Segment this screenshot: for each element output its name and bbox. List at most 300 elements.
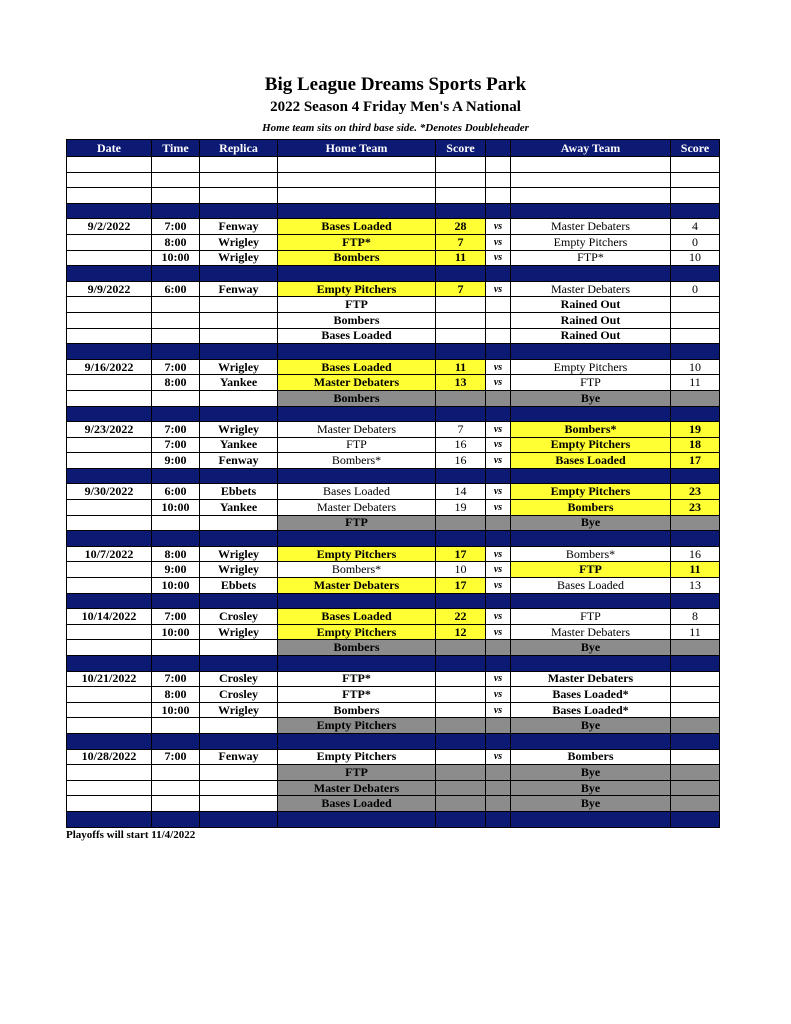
home-team-cell: FTP [278,297,436,313]
time-cell [152,515,200,531]
vs-cell: vs [486,484,511,500]
away-score-cell [671,780,720,796]
date-cell: 9/23/2022 [67,422,152,438]
vs-cell [486,328,511,344]
game-row [67,234,720,250]
bye-row [67,390,720,406]
away-score-cell: 4 [671,219,720,235]
home-team-cell: Bombers [278,312,436,328]
vs-cell: vs [486,437,511,453]
empty-cell [671,172,720,188]
game-row [67,359,720,375]
separator-cell [511,203,671,219]
separator-row [67,406,720,422]
time-cell: 7:00 [152,671,200,687]
bye-row [67,640,720,656]
vs-cell [486,796,511,812]
time-cell: 8:00 [152,375,200,391]
time-cell: 10:00 [152,578,200,594]
vs-cell: vs [486,702,511,718]
time-cell: 10:00 [152,500,200,516]
away-team-cell: Bases Loaded [511,453,671,469]
game-row [67,281,720,297]
home-team-cell: Bombers [278,640,436,656]
separator-cell [486,733,511,749]
vs-cell [486,640,511,656]
home-score-cell [436,765,486,781]
date-cell [67,375,152,391]
home-team-cell: FTP [278,437,436,453]
home-team-cell: Bases Loaded [278,609,436,625]
doubleheader-note: Home team sits on third base side. *Denotes Doubleheader [262,122,529,134]
vs-cell: vs [486,749,511,765]
game-row [67,749,720,765]
date-cell [67,578,152,594]
vs-cell: vs [486,375,511,391]
blank-row [67,172,720,188]
separator-cell [671,656,720,672]
date-cell: 9/30/2022 [67,484,152,500]
separator-cell [278,811,436,827]
empty-cell [200,172,278,188]
separator-cell [278,733,436,749]
separator-cell [511,406,671,422]
separator-cell [152,344,200,360]
home-score-cell [436,749,486,765]
home-team-cell: FTP* [278,234,436,250]
time-cell [152,796,200,812]
replica-cell: Wrigley [200,546,278,562]
away-team-cell: Bases Loaded* [511,687,671,703]
away-score-cell [671,390,720,406]
separator-cell [486,811,511,827]
separator-cell [486,266,511,282]
home-team-cell: Bombers [278,390,436,406]
separator-cell [200,656,278,672]
home-score-cell: 16 [436,437,486,453]
bye-row [67,515,720,531]
away-score-cell: 0 [671,234,720,250]
away-team-cell: FTP [511,609,671,625]
away-team-cell: Bye [511,640,671,656]
away-score-cell: 11 [671,562,720,578]
game-row [67,375,720,391]
game-row [67,671,720,687]
replica-cell [200,640,278,656]
vs-cell: vs [486,546,511,562]
away-score-cell: 11 [671,375,720,391]
away-score-cell [671,640,720,656]
separator-cell [511,344,671,360]
separator-cell [67,531,152,547]
separator-cell [511,468,671,484]
date-cell: 9/9/2022 [67,281,152,297]
home-team-cell: Empty Pitchers [278,546,436,562]
separator-cell [436,593,486,609]
away-score-cell [671,515,720,531]
game-row [67,500,720,516]
empty-cell [278,172,436,188]
separator-cell [278,656,436,672]
separator-cell [671,811,720,827]
separator-row [67,733,720,749]
home-score-cell [436,328,486,344]
time-cell: 7:00 [152,219,200,235]
page-subtitle: 2022 Season 4 Friday Men's A National [270,99,521,115]
empty-cell [278,157,436,173]
date-cell [67,437,152,453]
away-score-cell [671,328,720,344]
empty-cell [436,157,486,173]
date-cell [67,328,152,344]
replica-cell [200,515,278,531]
header-date: Date [67,140,152,157]
away-team-cell: Empty Pitchers [511,437,671,453]
time-cell [152,328,200,344]
separator-cell [152,733,200,749]
home-team-cell: FTP [278,515,436,531]
game-row [67,609,720,625]
empty-cell [486,172,511,188]
home-score-cell: 10 [436,562,486,578]
date-cell [67,312,152,328]
separator-cell [511,733,671,749]
date-cell [67,453,152,469]
separator-cell [436,344,486,360]
date-cell: 9/2/2022 [67,219,152,235]
home-team-cell: Bombers* [278,562,436,578]
replica-cell [200,390,278,406]
empty-cell [436,172,486,188]
away-score-cell: 19 [671,422,720,438]
vs-cell: vs [486,250,511,266]
empty-cell [511,157,671,173]
away-score-cell [671,312,720,328]
away-team-cell: Bombers* [511,546,671,562]
replica-cell: Wrigley [200,234,278,250]
time-cell: 7:00 [152,609,200,625]
replica-cell [200,765,278,781]
time-cell: 7:00 [152,749,200,765]
replica-cell: Fenway [200,281,278,297]
separator-cell [436,468,486,484]
home-team-cell: Bases Loaded [278,796,436,812]
vs-cell: vs [486,359,511,375]
date-cell: 10/14/2022 [67,609,152,625]
date-cell [67,250,152,266]
game-row [67,484,720,500]
game-row [67,453,720,469]
away-team-cell: Empty Pitchers [511,484,671,500]
separator-cell [671,344,720,360]
home-team-cell: Bases Loaded [278,484,436,500]
separator-cell [436,733,486,749]
away-score-cell: 23 [671,500,720,516]
time-cell [152,718,200,734]
away-score-cell: 13 [671,578,720,594]
away-score-cell: 11 [671,624,720,640]
game-row [67,219,720,235]
game-row [67,578,720,594]
date-cell [67,780,152,796]
game-row [67,702,720,718]
home-team-cell: Empty Pitchers [278,718,436,734]
time-cell: 7:00 [152,359,200,375]
separator-row [67,468,720,484]
separator-cell [278,468,436,484]
vs-cell: vs [486,578,511,594]
replica-cell [200,297,278,313]
separator-cell [671,406,720,422]
time-cell: 7:00 [152,422,200,438]
time-cell: 9:00 [152,562,200,578]
time-cell [152,297,200,313]
home-team-cell: Master Debaters [278,578,436,594]
home-score-cell: 17 [436,578,486,594]
separator-cell [671,733,720,749]
schedule-body [67,157,720,828]
separator-row [67,344,720,360]
replica-cell: Yankee [200,500,278,516]
away-team-cell: Bye [511,780,671,796]
home-score-cell: 28 [436,219,486,235]
replica-cell: Wrigley [200,624,278,640]
away-score-cell: 10 [671,359,720,375]
away-team-cell: Bye [511,515,671,531]
away-score-cell: 10 [671,250,720,266]
away-score-cell [671,796,720,812]
date-cell [67,687,152,703]
empty-cell [152,157,200,173]
time-cell [152,780,200,796]
separator-cell [152,593,200,609]
away-team-cell: Bombers [511,749,671,765]
replica-cell [200,796,278,812]
date-cell [67,718,152,734]
separator-cell [436,656,486,672]
date-cell [67,624,152,640]
header-row [67,140,720,157]
separator-cell [67,733,152,749]
replica-cell: Yankee [200,437,278,453]
replica-cell: Fenway [200,453,278,469]
away-team-cell: Bye [511,390,671,406]
bye-row [67,780,720,796]
away-team-cell: Empty Pitchers [511,359,671,375]
header-home-team: Home Team [278,140,436,157]
separator-cell [278,531,436,547]
away-team-cell: FTP [511,562,671,578]
separator-cell [511,656,671,672]
time-cell: 6:00 [152,281,200,297]
home-score-cell: 16 [436,453,486,469]
schedule-table [66,139,720,828]
empty-cell [67,157,152,173]
time-cell: 6:00 [152,484,200,500]
away-team-cell: FTP* [511,250,671,266]
time-cell [152,640,200,656]
separator-row [67,203,720,219]
date-cell [67,562,152,578]
empty-cell [511,188,671,204]
separator-cell [200,811,278,827]
away-score-cell [671,718,720,734]
home-team-cell: Master Debaters [278,780,436,796]
separator-cell [278,203,436,219]
separator-row [67,531,720,547]
replica-cell: Ebbets [200,578,278,594]
header-home-score: Score [436,140,486,157]
separator-cell [200,266,278,282]
away-team-cell: Empty Pitchers [511,234,671,250]
away-score-cell [671,671,720,687]
empty-cell [486,157,511,173]
header-replica: Replica [200,140,278,157]
separator-cell [486,656,511,672]
vs-cell: vs [486,687,511,703]
vs-cell: vs [486,234,511,250]
replica-cell: Crosley [200,671,278,687]
home-score-cell [436,702,486,718]
away-score-cell: 17 [671,453,720,469]
date-cell [67,390,152,406]
home-team-cell: Bombers [278,250,436,266]
bye-row [67,765,720,781]
separator-cell [671,531,720,547]
vs-cell: vs [486,562,511,578]
game-row [67,422,720,438]
away-team-cell: Bases Loaded [511,578,671,594]
empty-cell [486,188,511,204]
home-score-cell [436,718,486,734]
home-score-cell [436,780,486,796]
vs-cell: vs [486,422,511,438]
separator-cell [200,593,278,609]
empty-cell [200,188,278,204]
separator-row [67,593,720,609]
replica-cell: Yankee [200,375,278,391]
home-team-cell: Empty Pitchers [278,624,436,640]
bye-row [67,718,720,734]
separator-cell [200,531,278,547]
home-score-cell: 13 [436,375,486,391]
game-row [67,250,720,266]
separator-cell [671,266,720,282]
vs-cell: vs [486,500,511,516]
away-team-cell: Rained Out [511,312,671,328]
separator-cell [511,811,671,827]
separator-cell [436,811,486,827]
away-score-cell [671,749,720,765]
empty-cell [436,188,486,204]
header-vs [486,140,511,157]
home-team-cell: FTP [278,765,436,781]
home-score-cell [436,640,486,656]
away-score-cell: 18 [671,437,720,453]
time-cell: 9:00 [152,453,200,469]
separator-cell [436,406,486,422]
page-title: Big League Dreams Sports Park [264,74,527,95]
date-cell [67,702,152,718]
home-score-cell: 7 [436,422,486,438]
empty-cell [67,188,152,204]
empty-cell [511,172,671,188]
separator-cell [152,531,200,547]
separator-cell [200,344,278,360]
separator-cell [671,203,720,219]
away-team-cell: Bye [511,796,671,812]
separator-cell [152,203,200,219]
date-cell [67,640,152,656]
separator-cell [152,656,200,672]
game-row [67,562,720,578]
away-score-cell [671,687,720,703]
vs-cell: vs [486,281,511,297]
home-team-cell: Bases Loaded [278,219,436,235]
empty-cell [200,157,278,173]
game-row [67,546,720,562]
replica-cell: Ebbets [200,484,278,500]
replica-cell [200,718,278,734]
empty-cell [278,188,436,204]
home-team-cell: Bases Loaded [278,328,436,344]
home-score-cell [436,671,486,687]
replica-cell: Crosley [200,687,278,703]
time-cell: 10:00 [152,250,200,266]
vs-cell [486,718,511,734]
home-team-cell: Bases Loaded [278,359,436,375]
away-team-cell: FTP [511,375,671,391]
header-away-score: Score [671,140,720,157]
separator-cell [486,203,511,219]
replica-cell [200,780,278,796]
separator-cell [200,733,278,749]
empty-cell [671,188,720,204]
empty-cell [152,188,200,204]
separator-cell [511,593,671,609]
replica-cell: Wrigley [200,250,278,266]
home-score-cell: 7 [436,281,486,297]
date-cell: 10/7/2022 [67,546,152,562]
separator-cell [67,406,152,422]
away-team-cell: Bombers [511,500,671,516]
separator-cell [671,468,720,484]
separator-cell [67,656,152,672]
separator-cell [436,203,486,219]
empty-cell [67,172,152,188]
vs-cell [486,515,511,531]
home-team-cell: FTP* [278,671,436,687]
date-cell [67,297,152,313]
away-score-cell [671,297,720,313]
separator-cell [152,406,200,422]
time-cell [152,765,200,781]
separator-cell [67,344,152,360]
blank-row [67,188,720,204]
separator-cell [152,811,200,827]
time-cell: 8:00 [152,234,200,250]
date-cell: 9/16/2022 [67,359,152,375]
replica-cell: Wrigley [200,702,278,718]
separator-cell [511,531,671,547]
replica-cell: Fenway [200,749,278,765]
vs-cell: vs [486,671,511,687]
separator-cell [278,266,436,282]
separator-cell [511,266,671,282]
vs-cell: vs [486,453,511,469]
vs-cell [486,312,511,328]
home-team-cell: FTP* [278,687,436,703]
